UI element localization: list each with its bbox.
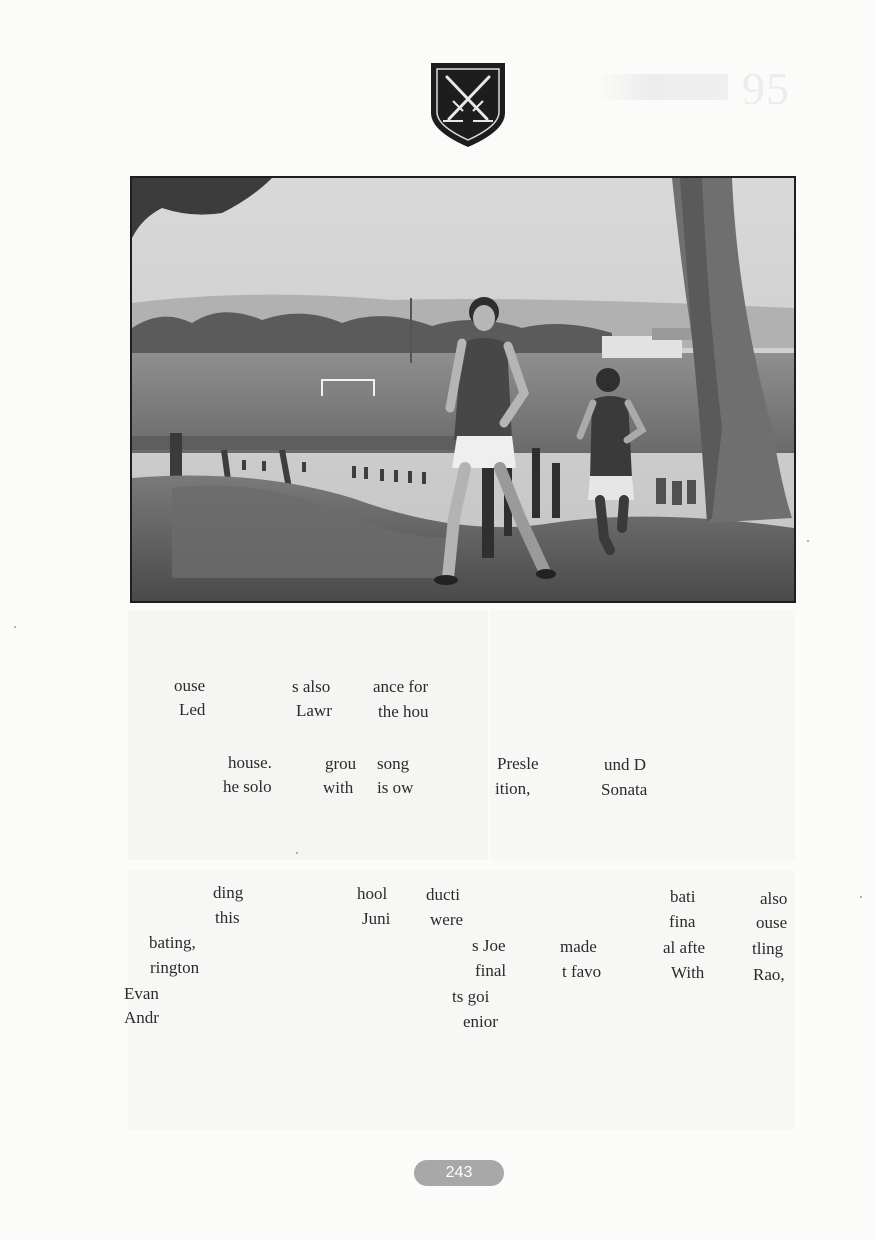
text-fragment: Rao,	[753, 965, 785, 984]
text-fragment: Evan	[124, 984, 159, 1003]
ghost-heading	[596, 74, 728, 100]
text-fragment: With	[671, 963, 705, 982]
cross-country-runners-photo	[130, 176, 796, 603]
text-fragment: made	[560, 937, 597, 956]
text-fragment: s also	[292, 677, 331, 696]
text-fragment: house.	[228, 753, 272, 772]
page-number-label: 243	[445, 1164, 473, 1181]
text-fragment: ance for	[373, 677, 429, 696]
text-fragment: also	[760, 889, 788, 908]
text-fragment: ding	[213, 883, 244, 902]
text-fragment: Juni	[362, 909, 391, 928]
text-fragment: grou	[325, 754, 357, 773]
crossed-swords-shield-icon	[429, 61, 507, 149]
text-fragment: Led	[179, 700, 206, 719]
text-fragment: Lawr	[296, 701, 332, 720]
text-fragment: this	[215, 908, 240, 927]
text-fragment: with	[323, 778, 354, 797]
ghost-text-block	[490, 610, 795, 860]
text-fragment: bating,	[149, 933, 196, 952]
page-number	[414, 1160, 504, 1186]
text-fragment: rington	[150, 958, 200, 977]
text-fragment: enior	[463, 1012, 498, 1031]
speck	[860, 896, 862, 898]
text-fragment: were	[430, 910, 464, 929]
ghost-page-mark: 95	[742, 63, 790, 114]
text-fragment: Presle	[497, 754, 539, 773]
text-fragment: s Joe	[472, 936, 506, 955]
speck	[296, 852, 298, 854]
text-fragment: final	[475, 961, 507, 980]
text-fragment: the hou	[378, 702, 429, 721]
text-fragment: is ow	[377, 778, 414, 797]
speck	[14, 626, 16, 628]
text-fragment: fina	[669, 912, 696, 931]
text-fragment: ition,	[495, 779, 531, 798]
text-fragment: bati	[670, 887, 696, 906]
text-fragment: al afte	[663, 938, 705, 957]
ghost-text-block	[128, 610, 488, 860]
text-fragment: Andr	[124, 1008, 159, 1027]
text-fragment: tling	[752, 939, 784, 958]
text-fragment: ouse	[756, 913, 788, 932]
speck	[807, 540, 809, 542]
text-fragment: he solo	[223, 777, 272, 796]
text-fragment: ducti	[426, 885, 460, 904]
text-fragment: ts goi	[452, 987, 490, 1006]
text-fragment: song	[377, 754, 410, 773]
text-fragment: t favo	[562, 962, 602, 981]
text-fragment: ouse	[174, 676, 206, 695]
text-fragment: Sonata	[601, 780, 648, 799]
text-fragment: und D	[604, 755, 647, 774]
text-fragment: hool	[357, 884, 388, 903]
